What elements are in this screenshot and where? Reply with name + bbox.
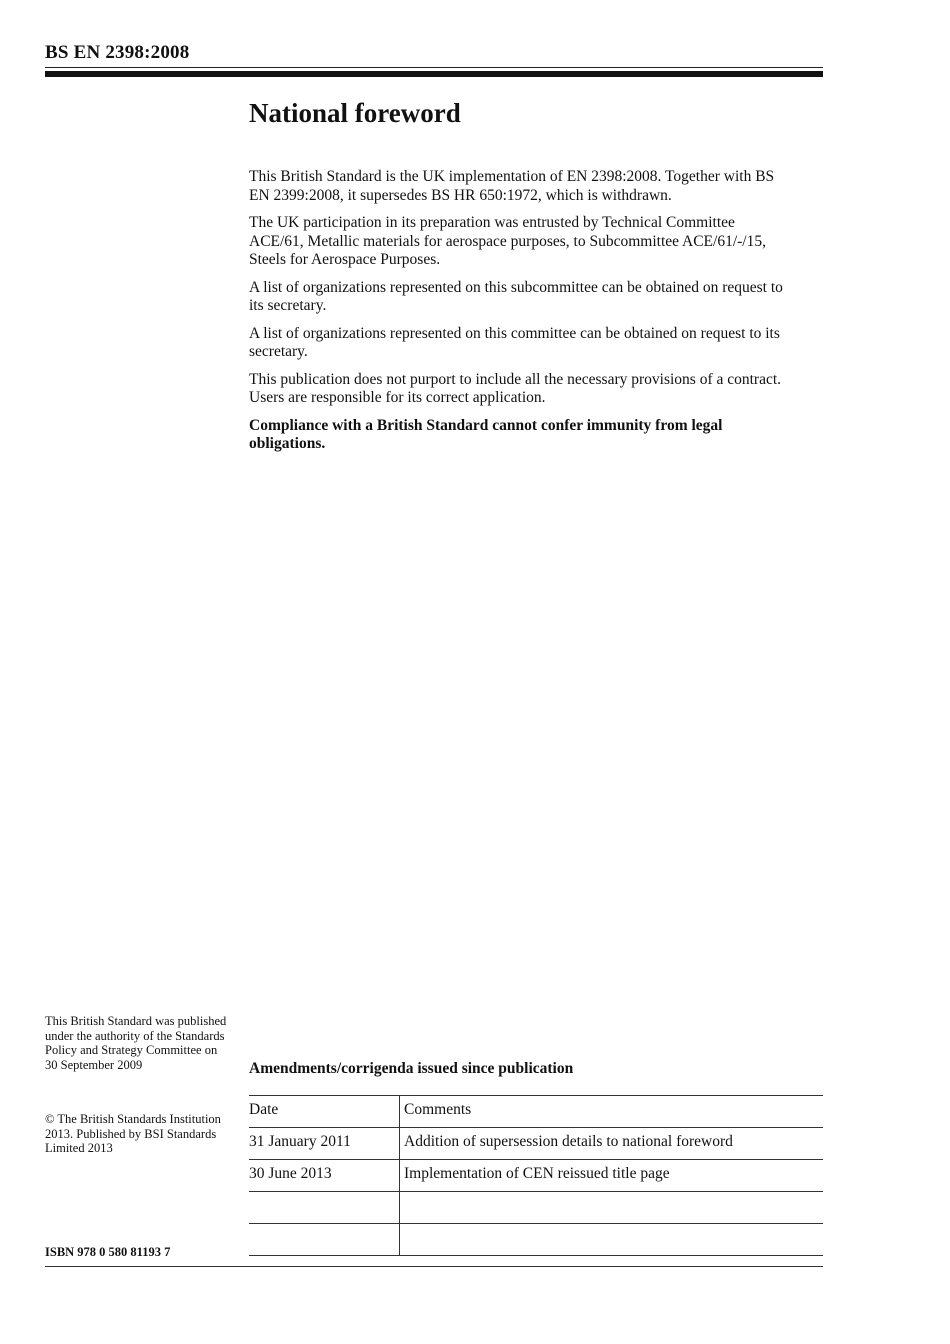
amendment-comment xyxy=(400,1192,824,1224)
publication-authority-note: This British Standard was published under the authority of the Standards Policy and Strategy Committee on 30 September 2009 xyxy=(45,1014,227,1072)
paragraph-committee-list: A list of organizations represented on this committee can be obtained on request to its secretary. xyxy=(249,324,780,360)
page-title: National foreword xyxy=(249,98,461,128)
amendments-table xyxy=(249,1095,823,1256)
amendment-comment: Addition of supersession details to national foreword xyxy=(400,1128,824,1160)
amendment-date xyxy=(249,1192,400,1224)
amendment-date: 31 January 2011 xyxy=(249,1128,400,1160)
table-row xyxy=(249,1160,823,1192)
table-row xyxy=(249,1192,823,1224)
document-id: BS EN 2398:2008 xyxy=(45,42,190,63)
footer-rule xyxy=(45,1266,823,1267)
table-row xyxy=(249,1128,823,1160)
header-rule-thick xyxy=(45,71,823,77)
amendments-title: Amendments/corrigenda issued since publication xyxy=(249,1060,574,1077)
amendment-date: 30 June 2013 xyxy=(249,1160,400,1192)
paragraph-subcommittee-list: A list of organizations represented on this subcommittee can be obtained on request to its secretary. xyxy=(249,278,783,314)
amendment-comment: Implementation of CEN reissued title page xyxy=(400,1160,824,1192)
table-row xyxy=(249,1224,823,1256)
header-rule-thin xyxy=(45,67,823,68)
copyright-note: © The British Standards Institution 2013. Published by BSI Standards Limited 2013 xyxy=(45,1112,221,1156)
paragraph-compliance: Compliance with a British Standard cannot confer immunity from legal obligations. xyxy=(249,416,723,452)
paragraph-implementation: This British Standard is the UK implementation of EN 2398:2008. Together with BS EN 2399:2008, it supersedes BS HR 650:1972, which is withdrawn. xyxy=(249,168,775,204)
paragraph-provisions: This publication does not purport to include all the necessary provisions of a contract. Users are responsible for its correct application. xyxy=(249,370,782,406)
isbn: ISBN 978 0 580 81193 7 xyxy=(45,1245,171,1259)
amendment-comment xyxy=(400,1224,824,1256)
foreword-body xyxy=(249,168,789,463)
amendment-date xyxy=(249,1224,400,1256)
column-header-comments: Comments xyxy=(400,1096,824,1128)
column-header-date: Date xyxy=(249,1096,400,1128)
paragraph-participation: The UK participation in its preparation was entrusted by Technical Committee ACE/61, Metallic materials for aerospace purposes, to Subcommittee ACE/61/-/15, Steels for Aerospace Purposes. xyxy=(249,214,766,268)
table-header-row xyxy=(249,1096,823,1128)
